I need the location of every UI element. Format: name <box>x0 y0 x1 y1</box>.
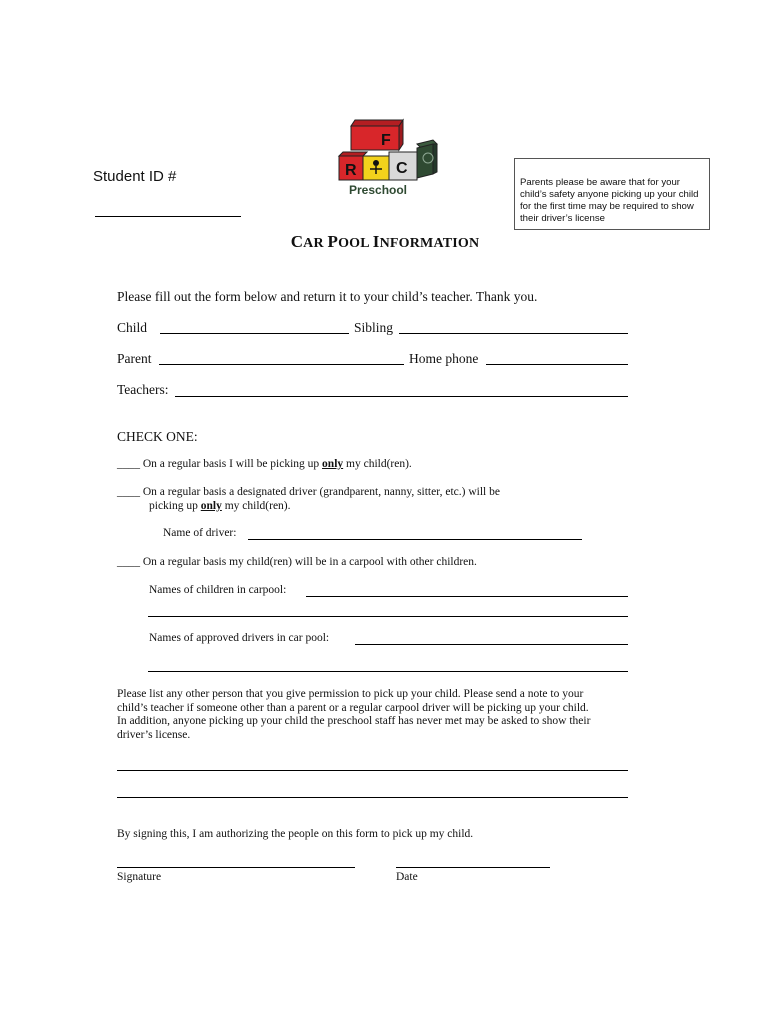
permission-line-2: child’s teacher if someone other than a parent or a regular carpool driver will be picking up your child. <box>117 701 589 714</box>
logo-letter-c: C <box>396 160 408 177</box>
option-3 <box>117 556 477 568</box>
parent-label: Parent <box>117 351 152 366</box>
name-of-driver-field[interactable] <box>248 539 582 540</box>
option-1-checkbox[interactable]: ____ <box>117 458 140 470</box>
option-2-text: On a regular basis a designated driver (grandparent, nanny, sitter, etc.) will be <box>142 486 500 498</box>
permission-line-1: Please list any other person that you give permission to pick up your child. Please send a note to your <box>117 688 584 700</box>
approved-drivers-label: Names of approved drivers in car pool: <box>149 632 330 644</box>
check-one-heading: CHECK ONE: <box>117 429 198 444</box>
logo-caption: Preschool <box>349 183 408 197</box>
student-id-field[interactable] <box>95 216 241 217</box>
sibling-field[interactable] <box>399 333 628 334</box>
teachers-field[interactable] <box>175 396 628 397</box>
notice-box: Parents please be aware that for your child’s safety anyone picking up your child for the first time may be required to show their driver’s license <box>514 158 710 230</box>
child-field[interactable] <box>160 333 349 334</box>
parent-field[interactable] <box>159 364 404 365</box>
date-label: Date <box>396 871 418 883</box>
home-phone-label: Home phone <box>409 351 479 366</box>
option-1-text-pre: On a regular basis I will be picking up <box>142 458 323 470</box>
permission-field-2[interactable] <box>117 797 628 798</box>
date-field[interactable] <box>396 867 550 868</box>
title-initial-i: I <box>372 232 380 251</box>
permission-line-4: driver’s license. <box>117 728 191 741</box>
option-1 <box>117 458 412 470</box>
option-2-checkbox[interactable]: ____ <box>117 486 140 498</box>
signature-field[interactable] <box>117 867 355 868</box>
title-word-information: NFORMATION <box>379 236 480 251</box>
option-1-only: only <box>322 458 344 470</box>
teachers-label: Teachers: <box>117 382 169 397</box>
sibling-label: Sibling <box>354 320 394 335</box>
option-2-line2-pre: picking up <box>149 500 201 512</box>
permission-paragraph <box>117 688 590 742</box>
carpool-children-label: Names of children in carpool: <box>149 584 287 596</box>
permission-line-3: In addition, anyone picking up your child the preschool staff has never met may be asked to show their <box>117 715 591 727</box>
option-2 <box>117 486 500 498</box>
option-3-text: On a regular basis my child(ren) will be in a carpool with other children. <box>142 556 477 568</box>
authorization-text: By signing this, I am authorizing the people on this form to pick up my child. <box>117 828 474 840</box>
logo-letter-f: F <box>381 132 391 149</box>
carpool-children-field-2[interactable] <box>148 616 628 617</box>
logo-letter-r: R <box>345 162 357 179</box>
intro-text: Please fill out the form below and return it to your child’s teacher. Thank you. <box>117 289 538 304</box>
option-2-only: only <box>200 500 222 512</box>
signature-label: Signature <box>117 871 162 883</box>
title-initial-c: C <box>290 232 304 251</box>
child-label: Child <box>117 320 148 335</box>
page-title <box>0 232 770 252</box>
name-of-driver-label: Name of driver: <box>163 527 237 539</box>
option-2-line2-post: my child(ren). <box>221 500 291 512</box>
option-1-text-post: my child(ren). <box>343 458 412 470</box>
title-initial-p: P <box>327 232 339 251</box>
title-word-pool: OOL <box>338 236 373 251</box>
home-phone-field[interactable] <box>486 364 628 365</box>
approved-drivers-field-2[interactable] <box>148 671 628 672</box>
option-3-checkbox[interactable]: ____ <box>117 556 140 568</box>
preschool-logo <box>333 114 443 198</box>
carpool-children-field[interactable] <box>306 596 628 597</box>
title-word-car: AR <box>303 236 328 251</box>
option-2-line-2 <box>149 500 291 512</box>
permission-field-1[interactable] <box>117 770 628 771</box>
approved-drivers-field[interactable] <box>355 644 628 645</box>
student-id-label: Student ID # <box>93 168 177 185</box>
